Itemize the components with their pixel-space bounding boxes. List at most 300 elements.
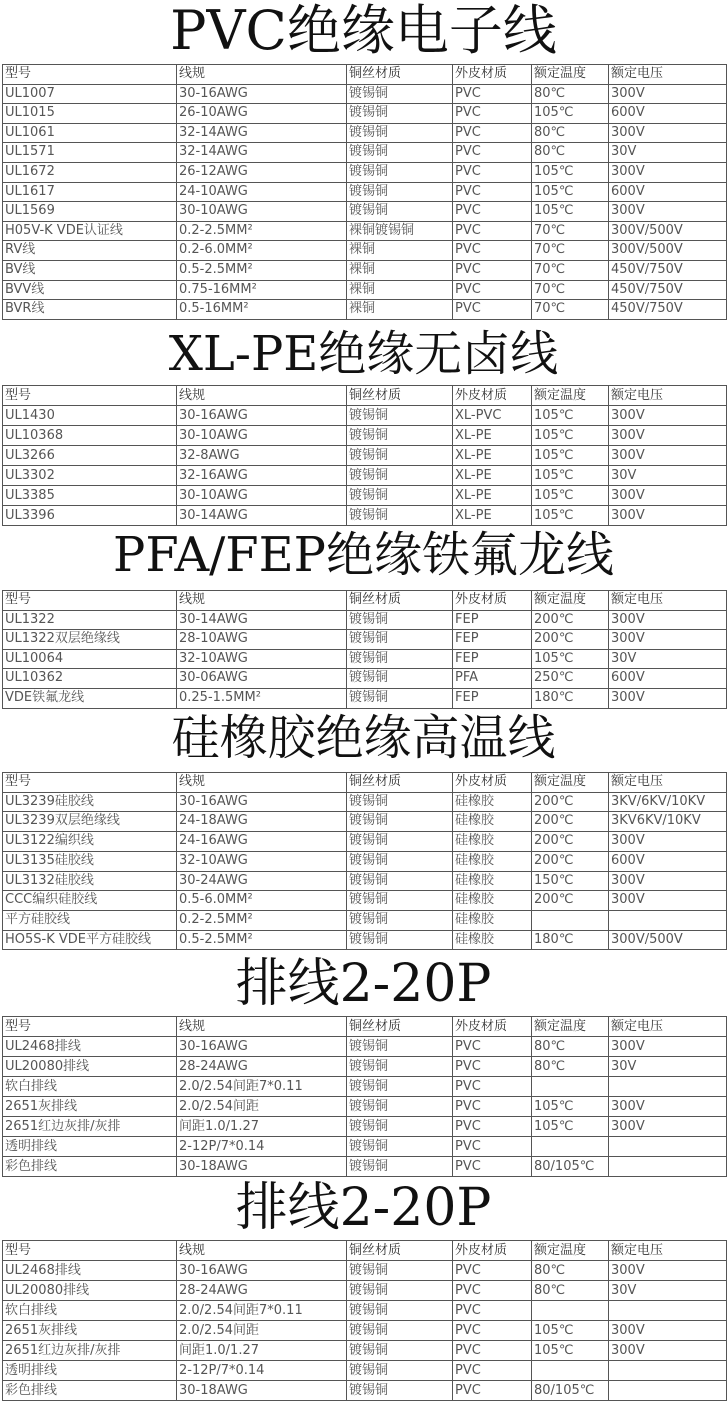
cell-temp-rating: 200℃ [532,851,609,871]
cell-voltage-rating: 600V [609,851,727,871]
cell-model: UL3266 [3,446,177,466]
cell-voltage-rating: 450V/750V [609,280,727,300]
cell-gauge: 30-16AWG [177,1261,347,1281]
section-title: 排线2-20P [235,954,492,1014]
cell-conductor: 镀锡铜 [347,1117,453,1137]
spec-table [2,1240,727,1401]
table-row [3,260,727,280]
table-row [3,610,727,630]
table-row [3,1381,727,1401]
cell-gauge: 0.5-6.0MM² [177,891,347,911]
header-model: 型号 [3,65,177,85]
table-row [3,104,727,124]
header-insulation: 外皮材质 [453,591,532,611]
cell-conductor: 裸铜 [347,260,453,280]
cell-temp-rating: 200℃ [532,812,609,832]
table-row [3,426,727,446]
table-header-row [3,1017,727,1037]
table-header-row [3,1241,727,1261]
cell-temp-rating: 105℃ [532,1341,609,1361]
cell-insulation: PVC [453,280,532,300]
cell-voltage-rating: 300V [609,1321,727,1341]
cell-gauge: 0.5-2.5MM² [177,930,347,950]
table-row [3,792,727,812]
cell-gauge: 30-16AWG [177,406,347,426]
cell-conductor: 镀锡铜 [347,1137,453,1157]
cell-voltage-rating: 300V [609,506,727,526]
cell-voltage-rating: 30V [609,649,727,669]
cell-insulation: PVC [453,1301,532,1321]
cell-gauge: 24-16AWG [177,832,347,852]
header-voltage-rating: 额定电压 [609,386,727,406]
cell-insulation: PVC [453,1037,532,1057]
cell-model: UL2468排线 [3,1261,177,1281]
cell-gauge: 28-24AWG [177,1281,347,1301]
table-row [3,1077,727,1097]
cell-insulation: XL-PE [453,506,532,526]
section-title: 硅橡胶绝缘高温线 [171,710,556,766]
cell-gauge: 间距1.0/1.27 [177,1341,347,1361]
table-row [3,182,727,202]
cell-voltage-rating: 30V [609,466,727,486]
table-header-row [3,591,727,611]
cell-gauge: 32-10AWG [177,649,347,669]
cell-gauge: 0.25-1.5MM² [177,688,347,708]
cell-conductor: 镀锡铜 [347,1057,453,1077]
header-conductor: 铜丝材质 [347,386,453,406]
table-row [3,446,727,466]
cell-model: HO5S-K VDE平方硅胶线 [3,930,177,950]
table-row [3,506,727,526]
cell-voltage-rating: 600V [609,669,727,689]
table-row [3,1261,727,1281]
cell-voltage-rating: 300V [609,406,727,426]
header-insulation: 外皮材质 [453,1017,532,1037]
cell-gauge: 24-18AWG [177,812,347,832]
table-row [3,630,727,650]
cell-gauge: 28-10AWG [177,630,347,650]
cell-model: 彩色排线 [3,1381,177,1401]
header-gauge: 线规 [177,591,347,611]
table-row [3,221,727,241]
cell-model: 2651红边灰排/灰排 [3,1117,177,1137]
cell-voltage-rating: 300V [609,610,727,630]
cell-insulation: PVC [453,1341,532,1361]
cell-voltage-rating: 300V [609,1117,727,1137]
cell-gauge: 2-12P/7*0.14 [177,1361,347,1381]
table-row [3,300,727,320]
header-model: 型号 [3,1241,177,1261]
cell-model: UL1007 [3,84,177,104]
cell-conductor: 镀锡铜 [347,162,453,182]
cell-insulation: 硅橡胶 [453,851,532,871]
table-row [3,688,727,708]
cell-gauge: 32-8AWG [177,446,347,466]
cell-temp-rating: 200℃ [532,891,609,911]
cell-model: UL10368 [3,426,177,446]
table-row [3,669,727,689]
cell-conductor: 镀锡铜 [347,669,453,689]
cell-insulation: 硅橡胶 [453,910,532,930]
table-row [3,1341,727,1361]
cell-temp-rating: 105℃ [532,104,609,124]
cell-model: 2651灰排线 [3,1321,177,1341]
cell-model: UL1569 [3,202,177,222]
header-gauge: 线规 [177,1017,347,1037]
table-row [3,406,727,426]
table-row [3,910,727,930]
cell-gauge: 2.0/2.54间距 [177,1321,347,1341]
cell-insulation: PVC [453,1321,532,1341]
cell-voltage-rating: 300V [609,1341,727,1361]
cell-conductor: 镀锡铜 [347,1381,453,1401]
table-header-row [3,386,727,406]
cell-insulation: PFA [453,669,532,689]
table-row [3,280,727,300]
cell-temp-rating [532,910,609,930]
cell-model: UL3302 [3,466,177,486]
cell-voltage-rating: 300V [609,84,727,104]
cell-insulation: XL-PE [453,466,532,486]
cell-voltage-rating: 300V [609,1097,727,1117]
cell-voltage-rating: 300V [609,832,727,852]
cell-temp-rating: 105℃ [532,162,609,182]
cell-voltage-rating: 300V [609,688,727,708]
cell-gauge: 2-12P/7*0.14 [177,1137,347,1157]
cell-insulation: PVC [453,260,532,280]
section-title: XL-PE绝缘无卤线 [168,326,559,382]
table-row [3,851,727,871]
cell-voltage-rating: 300V [609,426,727,446]
cell-voltage-rating: 300V [609,1261,727,1281]
cell-model: UL3396 [3,506,177,526]
cell-gauge: 30-24AWG [177,871,347,891]
cell-insulation: XL-PE [453,446,532,466]
cell-insulation: PVC [453,1137,532,1157]
cell-gauge: 30-14AWG [177,506,347,526]
header-model: 型号 [3,773,177,793]
cell-model: UL3239硅胶线 [3,792,177,812]
cell-conductor: 镀锡铜 [347,446,453,466]
cell-model: UL1015 [3,104,177,124]
cell-temp-rating: 105℃ [532,466,609,486]
cell-voltage-rating: 30V [609,1057,727,1077]
table-row [3,1117,727,1137]
cell-model: UL3135硅胶线 [3,851,177,871]
cell-insulation: PVC [453,1281,532,1301]
cell-conductor: 裸铜镀锡铜 [347,221,453,241]
cell-temp-rating: 105℃ [532,1117,609,1137]
cell-conductor: 镀锡铜 [347,426,453,446]
cell-model: 透明排线 [3,1137,177,1157]
cell-temp-rating: 70℃ [532,221,609,241]
cell-temp-rating: 70℃ [532,300,609,320]
table-row [3,486,727,506]
cell-insulation: PVC [453,1157,532,1177]
header-temp-rating: 额定温度 [532,65,609,85]
cell-voltage-rating [609,1077,727,1097]
cell-temp-rating: 200℃ [532,610,609,630]
cell-conductor: 镀锡铜 [347,506,453,526]
cell-conductor: 镀锡铜 [347,610,453,630]
section-title: PFA/FEP绝缘铁氟龙线 [113,527,614,583]
cell-conductor: 镀锡铜 [347,630,453,650]
cell-conductor: 镀锡铜 [347,1037,453,1057]
cell-gauge: 30-16AWG [177,792,347,812]
cell-temp-rating: 105℃ [532,426,609,446]
table-row [3,1361,727,1381]
cell-insulation: XL-PE [453,486,532,506]
header-conductor: 铜丝材质 [347,773,453,793]
cell-conductor: 镀锡铜 [347,1261,453,1281]
spec-table [2,385,727,526]
cell-model: UL1672 [3,162,177,182]
cell-insulation: FEP [453,649,532,669]
cell-temp-rating: 105℃ [532,1321,609,1341]
table-row [3,1301,727,1321]
cell-temp-rating: 150℃ [532,871,609,891]
cell-gauge: 30-16AWG [177,84,347,104]
header-conductor: 铜丝材质 [347,591,453,611]
cell-model: UL20080排线 [3,1057,177,1077]
cell-voltage-rating: 600V [609,104,727,124]
cell-model: UL1430 [3,406,177,426]
cell-voltage-rating: 300V/500V [609,930,727,950]
cell-temp-rating: 105℃ [532,202,609,222]
cell-insulation: PVC [453,123,532,143]
table-header-row [3,773,727,793]
header-conductor: 铜丝材质 [347,1017,453,1037]
spec-table [2,64,727,320]
cell-insulation: FEP [453,630,532,650]
cell-temp-rating: 105℃ [532,182,609,202]
cell-conductor: 镀锡铜 [347,871,453,891]
header-gauge: 线规 [177,65,347,85]
cell-temp-rating: 80/105℃ [532,1381,609,1401]
cell-gauge: 0.2-2.5MM² [177,221,347,241]
header-voltage-rating: 额定电压 [609,65,727,85]
table-row [3,930,727,950]
cell-conductor: 镀锡铜 [347,1281,453,1301]
header-temp-rating: 额定温度 [532,591,609,611]
table-row [3,1097,727,1117]
cell-insulation: PVC [453,84,532,104]
header-conductor: 铜丝材质 [347,65,453,85]
cell-insulation: 硅橡胶 [453,930,532,950]
cell-gauge: 0.5-2.5MM² [177,260,347,280]
table-header-row [3,65,727,85]
cell-voltage-rating: 300V/500V [609,241,727,261]
cell-voltage-rating [609,1361,727,1381]
table-row [3,123,727,143]
cell-model: 2651灰排线 [3,1097,177,1117]
cell-gauge: 32-10AWG [177,851,347,871]
cell-model: UL20080排线 [3,1281,177,1301]
cell-voltage-rating: 3KV/6KV/10KV [609,792,727,812]
cell-temp-rating: 250℃ [532,669,609,689]
cell-voltage-rating: 30V [609,1281,727,1301]
cell-voltage-rating: 300V [609,891,727,911]
cell-temp-rating: 80℃ [532,1261,609,1281]
cell-insulation: 硅橡胶 [453,832,532,852]
header-model: 型号 [3,591,177,611]
table-row [3,466,727,486]
cell-insulation: PVC [453,1097,532,1117]
header-temp-rating: 额定温度 [532,386,609,406]
cell-gauge: 30-18AWG [177,1157,347,1177]
cell-voltage-rating: 300V [609,630,727,650]
spec-table [2,590,727,709]
table-row [3,832,727,852]
cell-gauge: 2.0/2.54间距 [177,1097,347,1117]
cell-temp-rating [532,1361,609,1381]
cell-model: UL10064 [3,649,177,669]
cell-voltage-rating [609,1157,727,1177]
table-row [3,812,727,832]
cell-model: UL1061 [3,123,177,143]
cell-gauge: 0.2-6.0MM² [177,241,347,261]
cell-conductor: 镀锡铜 [347,1341,453,1361]
table-row [3,241,727,261]
table-row [3,1037,727,1057]
cell-insulation: FEP [453,688,532,708]
cell-model: 透明排线 [3,1361,177,1381]
cell-temp-rating: 70℃ [532,280,609,300]
header-temp-rating: 额定温度 [532,1017,609,1037]
cell-insulation: 硅橡胶 [453,871,532,891]
cell-conductor: 镀锡铜 [347,930,453,950]
cell-temp-rating: 200℃ [532,832,609,852]
cell-gauge: 30-18AWG [177,1381,347,1401]
cell-conductor: 镀锡铜 [347,688,453,708]
table-row [3,162,727,182]
cell-temp-rating: 70℃ [532,260,609,280]
cell-conductor: 镀锡铜 [347,832,453,852]
cell-temp-rating: 105℃ [532,649,609,669]
cell-temp-rating: 105℃ [532,446,609,466]
table-row [3,891,727,911]
cell-conductor: 镀锡铜 [347,1077,453,1097]
cell-conductor: 镀锡铜 [347,486,453,506]
cell-insulation: PVC [453,241,532,261]
cell-temp-rating: 105℃ [532,506,609,526]
cell-voltage-rating: 300V [609,162,727,182]
cell-model: RV线 [3,241,177,261]
cell-model: 2651红边灰排/灰排 [3,1341,177,1361]
cell-temp-rating: 80℃ [532,1037,609,1057]
cell-insulation: 硅橡胶 [453,891,532,911]
cell-conductor: 镀锡铜 [347,910,453,930]
cell-voltage-rating: 300V [609,486,727,506]
cell-gauge: 2.0/2.54间距7*0.11 [177,1077,347,1097]
cell-conductor: 镀锡铜 [347,891,453,911]
cell-conductor: 镀锡铜 [347,1097,453,1117]
section-title: 排线2-20P [235,1178,492,1238]
table-row [3,871,727,891]
table-row [3,1137,727,1157]
cell-temp-rating [532,1077,609,1097]
table-row [3,143,727,163]
table-row [3,1057,727,1077]
cell-model: UL1571 [3,143,177,163]
cell-gauge: 2.0/2.54间距7*0.11 [177,1301,347,1321]
cell-model: UL3239双层绝缘线 [3,812,177,832]
cell-voltage-rating: 3KV6KV/10KV [609,812,727,832]
cell-conductor: 镀锡铜 [347,123,453,143]
cell-conductor: 裸铜 [347,300,453,320]
cell-conductor: 镀锡铜 [347,202,453,222]
cell-temp-rating: 180℃ [532,688,609,708]
cell-gauge: 30-06AWG [177,669,347,689]
cell-voltage-rating: 450V/750V [609,300,727,320]
cell-voltage-rating: 450V/750V [609,260,727,280]
cell-insulation: 硅橡胶 [453,792,532,812]
cell-conductor: 镀锡铜 [347,466,453,486]
cell-model: 软白排线 [3,1301,177,1321]
cell-insulation: FEP [453,610,532,630]
cell-gauge: 0.2-2.5MM² [177,910,347,930]
header-voltage-rating: 额定电压 [609,773,727,793]
cell-gauge: 32-14AWG [177,123,347,143]
cell-insulation: XL-PE [453,426,532,446]
cell-gauge: 24-10AWG [177,182,347,202]
cell-temp-rating: 80℃ [532,84,609,104]
header-model: 型号 [3,386,177,406]
cell-gauge: 30-14AWG [177,610,347,630]
cell-model: UL3132硅胶线 [3,871,177,891]
cell-voltage-rating [609,1301,727,1321]
cell-temp-rating: 180℃ [532,930,609,950]
cell-gauge: 30-10AWG [177,202,347,222]
cell-model: UL1617 [3,182,177,202]
cell-model: BV线 [3,260,177,280]
cell-gauge: 间距1.0/1.27 [177,1117,347,1137]
table-row [3,84,727,104]
cell-model: UL1322 [3,610,177,630]
cell-model: VDE铁氟龙线 [3,688,177,708]
cell-temp-rating [532,1137,609,1157]
cell-insulation: 硅橡胶 [453,812,532,832]
header-insulation: 外皮材质 [453,1241,532,1261]
table-row [3,1157,727,1177]
cell-gauge: 32-14AWG [177,143,347,163]
cell-insulation: PVC [453,202,532,222]
cell-model: UL3385 [3,486,177,506]
cell-model: BVR线 [3,300,177,320]
cell-voltage-rating [609,1137,727,1157]
cell-conductor: 裸铜 [347,241,453,261]
table-row [3,202,727,222]
cell-conductor: 镀锡铜 [347,1301,453,1321]
cell-voltage-rating: 30V [609,143,727,163]
cell-gauge: 0.5-16MM² [177,300,347,320]
spec-table [2,772,727,950]
cell-conductor: 镀锡铜 [347,1157,453,1177]
header-voltage-rating: 额定电压 [609,591,727,611]
cell-temp-rating: 80℃ [532,123,609,143]
table-row [3,1321,727,1341]
cell-gauge: 28-24AWG [177,1057,347,1077]
cell-model: H05V-K VDE认证线 [3,221,177,241]
cell-temp-rating: 80/105℃ [532,1157,609,1177]
cell-voltage-rating: 300V [609,123,727,143]
cell-conductor: 镀锡铜 [347,84,453,104]
cell-temp-rating: 200℃ [532,792,609,812]
cell-conductor: 镀锡铜 [347,851,453,871]
cell-temp-rating [532,1301,609,1321]
cell-insulation: PVC [453,1057,532,1077]
header-voltage-rating: 额定电压 [609,1241,727,1261]
